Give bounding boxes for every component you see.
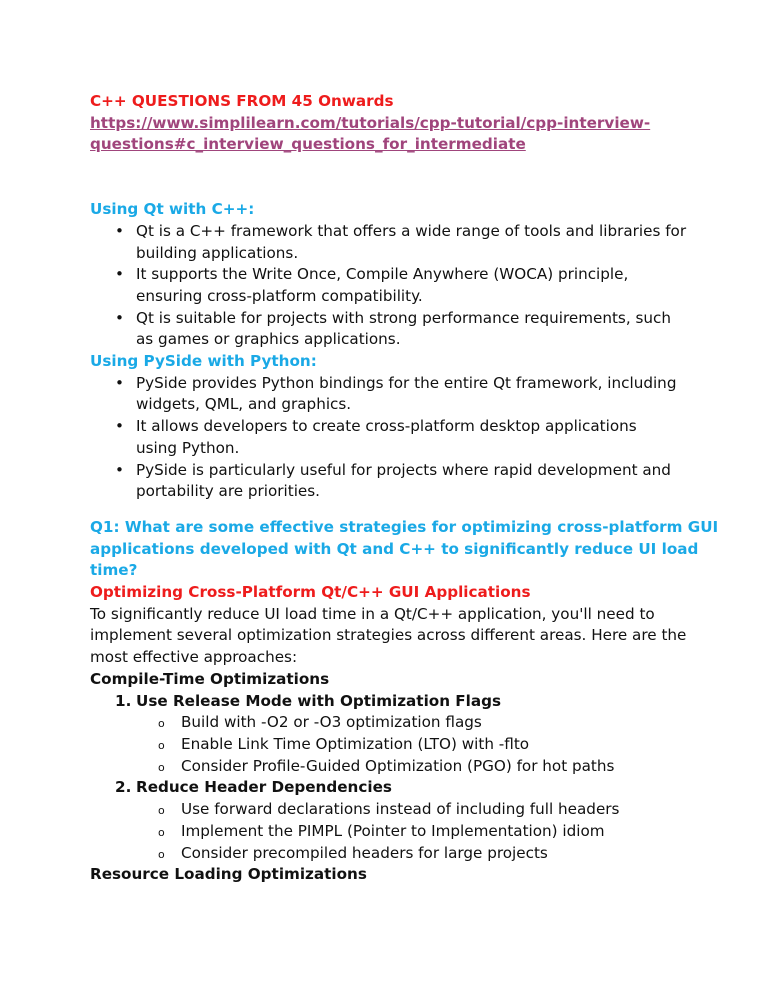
list-item: o Implement the PIMPL (Pointer to Implementation) idiom — [136, 821, 690, 843]
bullet-icon: • — [115, 417, 124, 436]
sub-list — [136, 712, 690, 777]
reference-link-line-2[interactable]: questions#c_interview_questions_for_intermediate — [90, 135, 526, 154]
list-item — [90, 691, 690, 778]
bullet-icon: • — [115, 373, 124, 392]
reference-link-line-1[interactable]: https://www.simplilearn.com/tutorials/cpp-tutorial/cpp-interview- — [90, 113, 651, 132]
list-item: o Build with -O2 or -O3 optimization flags — [136, 712, 690, 734]
circle-bullet-icon: o — [158, 738, 165, 752]
qt-section-heading: Using Qt with C++: — [90, 200, 255, 219]
list-item-title: Reduce Header Dependencies — [136, 778, 392, 797]
q1-question: Q1: What are some effective strategies for optimizing cross-platform GUI applications developed with Qt and C++ to significantly reduce UI load time? — [90, 517, 719, 580]
qt-bullet-list — [90, 221, 690, 351]
list-item: • Qt is a C++ framework that offers a wide range of tools and libraries for building applications. — [115, 221, 687, 262]
circle-bullet-icon: o — [158, 804, 165, 818]
bullet-icon: • — [115, 221, 124, 240]
document-page — [90, 91, 719, 886]
circle-bullet-icon: o — [158, 847, 165, 861]
list-item: • PySide is particularly useful for projects where rapid development and portability are priorities. — [115, 460, 671, 501]
list-item: o Enable Link Time Optimization (LTO) with -flto — [136, 734, 690, 756]
circle-bullet-icon: o — [158, 760, 165, 774]
list-item: • PySide provides Python bindings for the entire Qt framework, including widgets, QML, and graphics. — [115, 373, 677, 414]
resource-loading-heading: Resource Loading Optimizations — [90, 865, 367, 884]
list-item: o Consider precompiled headers for large projects — [136, 843, 690, 865]
sub-list — [136, 799, 690, 864]
bullet-icon: • — [115, 460, 124, 479]
pyside-section-heading: Using PySide with Python: — [90, 352, 317, 371]
answer-intro: To significantly reduce UI load time in a Qt/C++ application, you'll need to implement several optimization strategies across different areas. Here are the most effective approaches: — [90, 604, 687, 667]
document-title: C++ QUESTIONS FROM 45 Onwards — [90, 92, 394, 110]
list-item: • It supports the Write Once, Compile Anywhere (WOCA) principle, ensuring cross-platform compatibility. — [115, 265, 629, 305]
list-item: • Qt is suitable for projects with strong performance requirements, such as games or graphics applications. — [115, 308, 672, 349]
compile-numbered-list — [90, 691, 690, 865]
list-item-title: Use Release Mode with Optimization Flags — [136, 691, 502, 710]
list-item — [90, 777, 690, 864]
circle-bullet-icon: o — [158, 825, 165, 839]
list-number: 1. — [115, 691, 132, 710]
list-number: 2. — [115, 778, 132, 797]
bullet-icon: • — [115, 265, 124, 284]
bullet-icon: • — [115, 308, 124, 327]
compile-time-heading: Compile-Time Optimizations — [90, 669, 330, 688]
answer-title: Optimizing Cross-Platform Qt/C++ GUI Applications — [90, 583, 531, 602]
list-item: o Use forward declarations instead of including full headers — [136, 799, 690, 821]
pyside-bullet-list — [90, 373, 690, 503]
list-item: o Consider Profile-Guided Optimization (PGO) for hot paths — [136, 756, 690, 778]
circle-bullet-icon: o — [158, 717, 165, 731]
list-item: • It allows developers to create cross-platform desktop applications using Python. — [115, 417, 637, 457]
